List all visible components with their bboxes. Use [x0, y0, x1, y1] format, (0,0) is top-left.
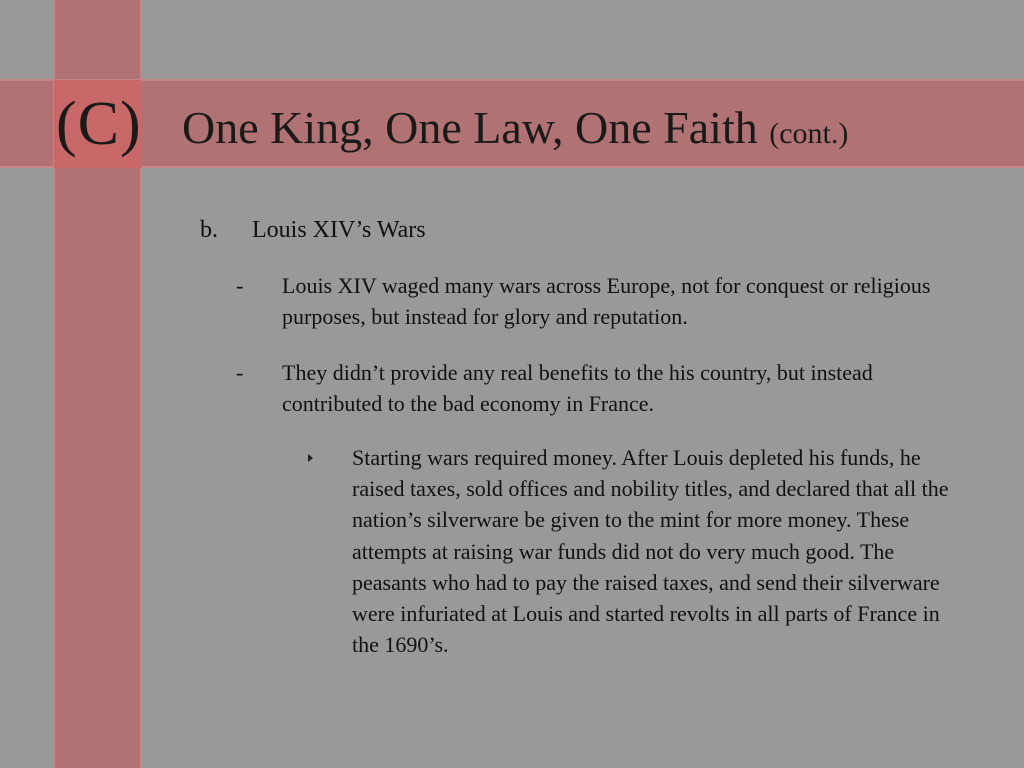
subheading-text: Louis XIV’s Wars [252, 217, 426, 243]
title-suffix: (cont.) [769, 117, 849, 150]
dash-marker: - [236, 360, 244, 385]
subheading-label: b. [200, 217, 218, 243]
accent-line [0, 166, 1024, 168]
bullet-text: They didn’t provide any real benefits to the his country, but instead contributed to the bad economy in France. [282, 360, 873, 416]
sub-bullet-text: Starting wars required money. After Louis depleted his funds, he raised taxes, sold offices and nobility titles, and declared that all the nation’s silverware be given to the mint for more money. These attempts at raising war funds did not do very much good. The peasants who had to pay the raised taxes, and send their silverware were infuriated at Louis and started revolts in all parts of France in the 1690’s. [352, 445, 949, 658]
subheading [200, 214, 426, 246]
accent-line [0, 79, 1024, 81]
title-main: One King, One Law, One Faith [182, 102, 758, 153]
section-marker: (C) [56, 90, 142, 158]
slide-title [182, 98, 848, 164]
dash-marker: - [236, 273, 244, 298]
bullet-text: Louis XIV waged many wars across Europe, not for conquest or religious purposes, but instead for glory and reputation. [282, 273, 931, 329]
triangle-bullet-icon [308, 454, 313, 462]
